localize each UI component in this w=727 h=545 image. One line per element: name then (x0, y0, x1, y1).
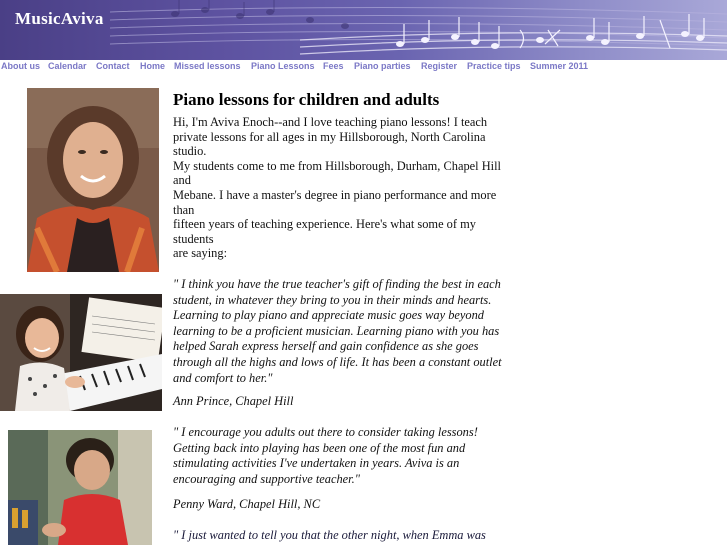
intro-line: students (173, 231, 214, 246)
testimonial-line: stimulating activities I've undertaken in years. Aviva is an (173, 456, 460, 471)
nav-piano-parties[interactable]: Piano parties (354, 61, 411, 71)
nav-fees[interactable]: Fees (323, 61, 344, 71)
testimonial-line: helped Sarah express herself and gain confidence as she goes (173, 339, 479, 354)
intro-line: than (173, 202, 195, 217)
testimonial-line: " I just wanted to tell you that the other night, when Emma was (173, 528, 486, 542)
main-nav (0, 61, 727, 75)
page-title: Piano lessons for children and adults (173, 90, 440, 109)
testimonial-line: through all the highs and lows of life. It has been a constant outlet (173, 354, 502, 369)
nav-practice-tips[interactable]: Practice tips (467, 61, 521, 71)
testimonial-author: Penny Ward, Chapel Hill, NC (173, 497, 321, 511)
music-staff-decoration (0, 0, 727, 60)
intro-line: private lessons for all ages in my Hillsborough, North Carolina (173, 129, 486, 144)
testimonial-line: " I encourage you adults out there to consider taking lessons! (173, 425, 478, 439)
nav-contact[interactable]: Contact (96, 61, 130, 71)
nav-calendar[interactable]: Calendar (48, 61, 87, 71)
testimonial-ann-prince (173, 277, 523, 386)
testimonial-author: Ann Prince, Chapel Hill (173, 394, 294, 408)
testimonial-line: encouraging and supportive teacher." (173, 471, 360, 486)
testimonial-line: Learning to play piano and appreciate music goes way beyond (173, 308, 484, 323)
nav-missed-lessons[interactable]: Missed lessons (174, 61, 241, 71)
nav-register[interactable]: Register (421, 61, 458, 71)
header-banner (0, 0, 727, 60)
nav-home[interactable]: Home (140, 61, 166, 71)
aviva-portrait-photo (27, 88, 159, 272)
testimonial-penny-ward (173, 425, 523, 487)
intro-line: Mebane. I have a master's degree in piano performance and more (173, 187, 497, 202)
intro-line: My students come to me from Hillsborough, Durham, Chapel Hill (173, 158, 501, 173)
intro-line: fifteen years of teaching experience. Here's what some of my (173, 217, 476, 232)
testimonial-line: " I think you have the true teacher's gift of finding the best in each (173, 277, 501, 291)
intro-paragraph (173, 115, 518, 261)
boy-at-piano-photo (8, 430, 152, 545)
nav-piano-lessons[interactable]: Piano Lessons (251, 61, 315, 71)
testimonial-line: and comfort to her." (173, 370, 273, 385)
intro-line: are saying: (173, 246, 228, 261)
girl-at-piano-photo (0, 294, 162, 411)
site-title[interactable]: MusicAviva (15, 9, 104, 28)
nav-about-us[interactable]: About us (1, 61, 40, 71)
testimonial-line: learning to be a proficient musician. Learning piano with you has (173, 323, 500, 338)
intro-line: and (173, 173, 191, 188)
testimonial-line: Getting back into playing has been one of the most fun and (173, 440, 466, 455)
intro-line: studio. (173, 144, 207, 159)
testimonial-emma (173, 528, 523, 544)
testimonial-line: student, in whatever they bring to you in their minds and hearts. (173, 292, 492, 307)
nav-summer-2011[interactable]: Summer 2011 (530, 61, 589, 71)
intro-line: Hi, I'm Aviva Enoch--and I love teaching piano lessons! I teach (173, 115, 488, 129)
